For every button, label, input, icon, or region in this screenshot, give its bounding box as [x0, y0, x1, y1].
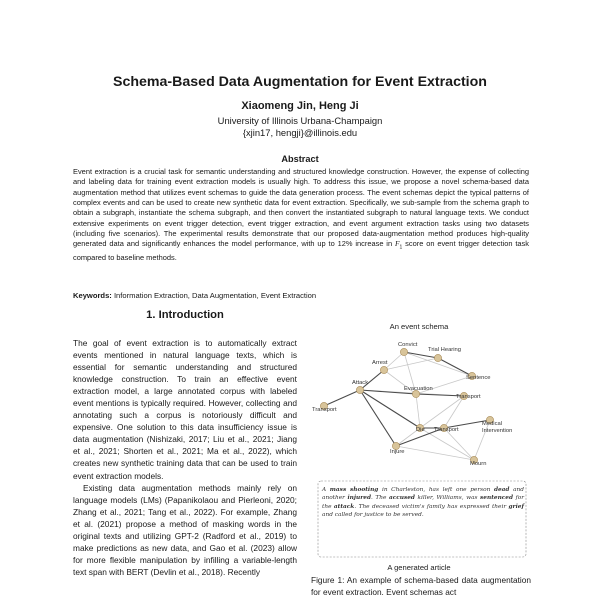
generated-segment: injured — [347, 495, 372, 502]
paper-email: {xjin17, hengji}@illinois.edu — [242, 127, 358, 138]
abstract-text-end: score on event trigger detection task compared to baseline methods. — [73, 239, 529, 263]
schema-label-die: Die — [416, 427, 425, 433]
generated-segment: left one person — [438, 487, 494, 493]
paper-affiliation: University of Illinois Urbana-Champaign — [217, 115, 383, 126]
abstract-heading: Abstract — [281, 154, 319, 164]
paper-title: Schema-Based Data Augmentation for Event Extraction — [113, 74, 487, 90]
schema-label-transport_left: Transport — [312, 407, 337, 413]
generated-segment: has — [428, 487, 439, 493]
generated-segment: dead — [493, 487, 510, 493]
schema-label-medical: Medical Intervention — [482, 421, 513, 434]
abstract-text: Event extraction is a crucial task for semantic understanding and structured knowledge construction. However, the expense of collecting and labeling data for training event extraction models is usually high. To address this issue, we propose a novel schema-based data augmentation method that utilizes event schemas to guide the data generation process. The event schemas depict the typical patterns of complex events and can be used to create new synthetic data for event extraction. Specifically, we sub-sample from the schema graph to obtain a subgraph, instantiate the schema subgraph, and then convert the instantiated subgraph to natural language texts. We conduct extensive experiments on event trigger detection, event trigger extraction, and event argument extraction tasks using two datasets (including five scenarios). The experimental results demonstrate that our proposed data-augmentation method produces high-quality generated data and significantly enhances the model performance, with up to 12% increase in — [73, 167, 529, 249]
generated-segment: . The deceased victim's family has expressed their — [354, 503, 509, 510]
generated-segment: A — [322, 487, 330, 493]
keywords-text: Information Extraction, Data Augmentation, Event Extraction — [111, 291, 317, 300]
generated-segment: attack — [333, 503, 355, 510]
generated-segment: and called for justice to be served. — [322, 512, 424, 519]
schema-edge — [438, 358, 472, 376]
schema-label-evacuation: Evacuation — [404, 386, 433, 392]
schema-label-sentence: Sentence — [466, 375, 491, 381]
schema-label-transport_mid: Transport — [434, 427, 459, 433]
f1-symbol: F — [394, 239, 400, 249]
schema-title: An event schema — [389, 322, 449, 331]
schema-label-arrest: Arrest — [372, 360, 388, 366]
schema-edge-light — [416, 394, 420, 428]
schema-label-transport_top: Transport — [456, 394, 481, 400]
schema-node-convict — [400, 348, 407, 355]
intro-paragraph-1: The goal of event extraction is to automatically extract events mentioned in natural language texts, which is essential for semantic understanding and structured knowledge construction. To train an effective event extraction model, a large annotated corpus with labeled event mentions is typically required. However, collecting and annotating such a corpus is notoriously difficult and expensive. One solution to this data insufficiency issue is data augmentation (Nishizaki, 2017; Liu et al., 2021; Jiang et al., 2021; Shorten et al., 2021; Ma et al., 2022), which creates new synthetic training data that can be used to train event extraction models. — [73, 338, 297, 481]
intro-body — [73, 337, 297, 578]
figure-event-schema — [308, 318, 530, 580]
schema-edge — [360, 390, 396, 446]
generated-segment: mass shooting — [329, 487, 379, 493]
generated-segment: . The — [371, 495, 389, 502]
figure-caption: Figure 1: An example of schema-based data augmentation for event extraction. Event schemas act — [311, 575, 531, 597]
schema-edge-light — [420, 396, 464, 428]
schema-edge — [360, 390, 420, 428]
f1-subscript: 1 — [399, 244, 403, 251]
schema-label-trial: Trial Hearing — [428, 347, 461, 353]
schema-label-injure: Injure — [390, 449, 405, 455]
schema-node-arrest — [380, 366, 387, 373]
schema-node-trial — [434, 354, 441, 361]
schema-edge-light — [384, 358, 438, 370]
generated-segment: accused — [388, 495, 415, 502]
schema-edge-light — [444, 396, 464, 428]
schema-nodes — [320, 348, 493, 463]
generated-title: A generated article — [387, 563, 451, 572]
schema-labels — [312, 342, 512, 467]
generated-segment: grief — [508, 503, 524, 510]
schema-edge — [324, 390, 360, 406]
schema-label-mourn: Mourn — [470, 461, 487, 467]
schema-light-edges — [360, 352, 490, 460]
section-heading: 1. Introduction — [146, 309, 224, 321]
generated-segment: in Charleston, — [378, 487, 429, 493]
schema-node-attack — [356, 386, 363, 393]
paper-authors: Xiaomeng Jin, Heng Ji — [241, 100, 359, 112]
keywords-label: Keywords: — [73, 291, 112, 300]
intro-paragraph-2: Existing data augmentation methods mainly rely on language models (LMs) (Papanikolaou and Pierleoni, 2020; Zhang et al., 2021; Tang et al., 2022). For example, Zhang et al. (2021) propose a method of masking words in the original texts and utilizing GPT-2 (Radford et al., 2019) to make predictions as new data, and Gao et al. (2023) allow for more flexible manipulation by infilling a variable-length text span with BERT (Devlin et al., 2018). Recently — [73, 482, 297, 577]
generated-segment: and another — [322, 487, 525, 502]
keywords — [73, 291, 529, 300]
generated-segment: killer, Williams, was — [415, 495, 481, 502]
generated-segment: sentenced — [480, 495, 514, 502]
generated-article-text — [322, 486, 524, 520]
generated-segment: for the — [322, 495, 524, 510]
abstract-body — [73, 167, 529, 264]
schema-label-attack: Attack — [352, 380, 369, 386]
schema-label-convict: Convict — [398, 342, 418, 348]
